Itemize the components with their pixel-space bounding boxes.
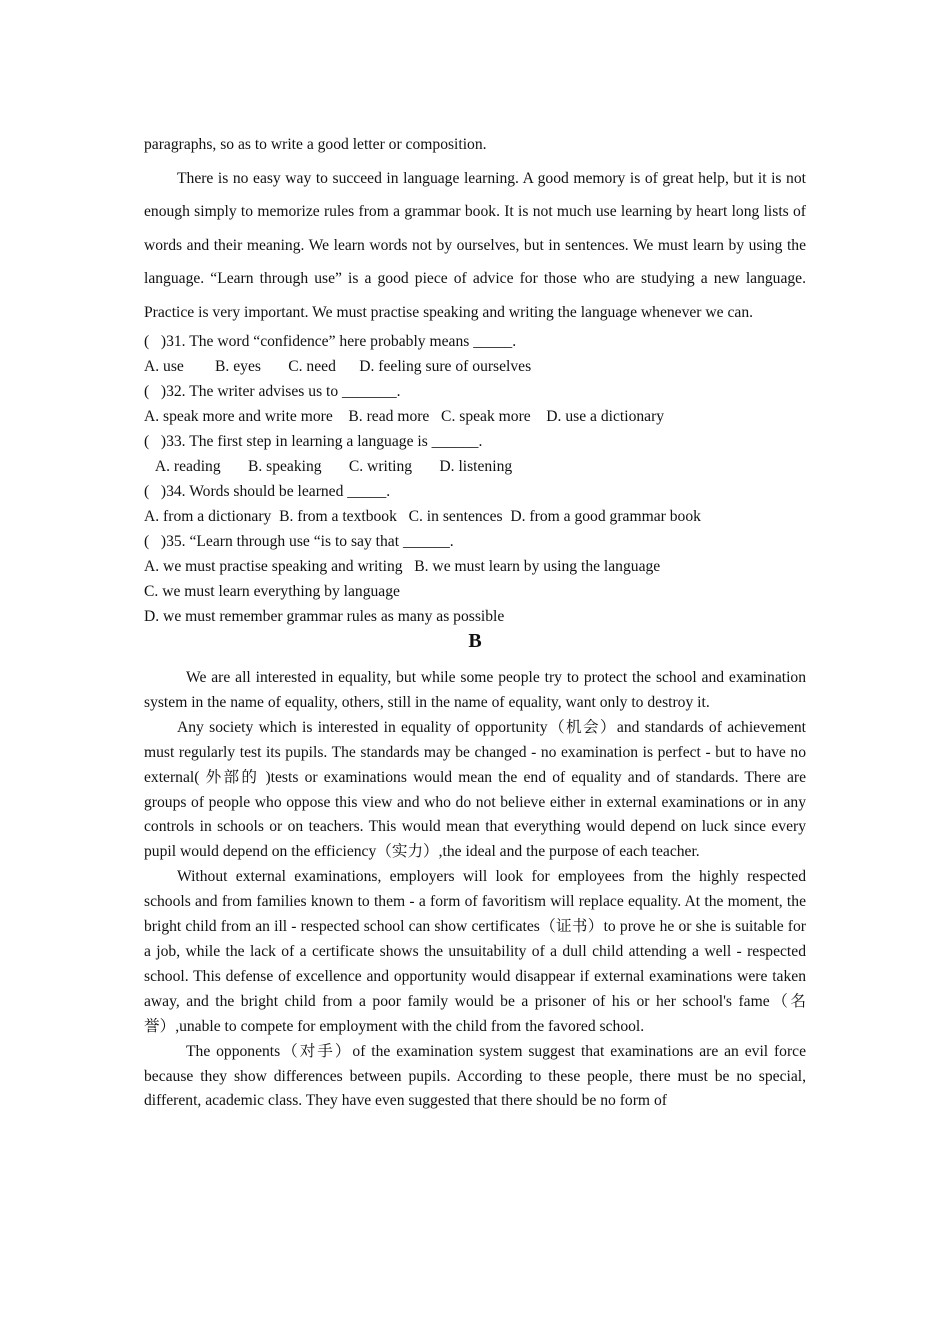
- question-35: ( )35. “Learn through use “is to say that ______.: [144, 533, 454, 550]
- question-31-options: A. use B. eyes C. need D. feeling sure of ourselves: [144, 358, 532, 375]
- question-35-options: A. we must practise speaking and writing B. we must learn by using the language: [144, 558, 661, 575]
- question-33: ( )33. The first step in learning a language is ______.: [144, 433, 483, 450]
- passage-a: [144, 128, 806, 329]
- passage-b-paragraph: Any society which is interested in equality of opportunity（机会）and standards of achievement must regularly test its pupils. The standards may be changed - no examination is perfect - but to have no external( 外部的 )tests or examinations would mean the end of equality and of standards. There are groups of people who oppose this view and who do not believe either in external examinations or in any controls in schools or on teachers. This would mean that everything would depend on luck since every pupil would depend on the efficiency（实力）,the ideal and the purpose of each teacher.: [144, 718, 806, 861]
- passage-b-paragraph: We are all interested in equality, but while some people try to protect the school and examination system in the name of equality, others, still in the name of equality, want only to destroy it.: [144, 669, 806, 711]
- passage-b: [144, 666, 806, 1114]
- question-32: ( )32. The writer advises us to _______.: [144, 383, 401, 400]
- question-33-options: A. reading B. speaking C. writing D. listening: [144, 458, 513, 475]
- document-page: [144, 128, 806, 1114]
- questions: [144, 329, 806, 629]
- passage-a-paragraph: paragraphs, so as to write a good letter or composition.: [144, 136, 487, 153]
- question-35-option-c: C. we must learn everything by language: [144, 583, 400, 600]
- question-35-option-d: D. we must remember grammar rules as many as possible: [144, 608, 505, 625]
- section-heading-b: B: [468, 630, 482, 652]
- passage-b-paragraph: The opponents（对手）of the examination system suggest that examinations are an evil force because they show differences between pupils. According to these people, there must be no special, different, academic class. They have even suggested that there should be no form of: [144, 1042, 806, 1110]
- question-31: ( )31. The word “confidence” here probably means _____.: [144, 333, 517, 350]
- passage-a-paragraph: There is no easy way to succeed in language learning. A good memory is of great help, but it is not enough simply to memorize rules from a grammar book. It is not much use learning by heart long lists of words and their meaning. We learn words not by ourselves, but in sentences. We must learn by using the language. “Learn through use” is a good piece of advice for those who are studying a new language. Practice is very important. We must practise speaking and writing the language whenever we can.: [144, 169, 806, 321]
- passage-b-paragraph: Without external examinations, employers will look for employees from the highly respected schools and from families known to them - a form of favoritism will replace equality. At the moment, the bright child from an ill - respected school can show certificates（证书）to prove he or she is suitable for a job, while the lack of a certificate shows the unsuitability of a dull child attending a well - respected school. This defense of excellence and opportunity would disappear if external examinations were taken away, and the bright child from a poor family would be a prisoner of his or her school's fame（名誉）,unable to compete for employment with the child from the favored school.: [144, 868, 806, 1035]
- question-34: ( )34. Words should be learned _____.: [144, 483, 391, 500]
- question-32-options: A. speak more and write more B. read more C. speak more D. use a dictionary: [144, 408, 665, 425]
- question-34-options: A. from a dictionary B. from a textbook C. in sentences D. from a good grammar book: [144, 508, 701, 525]
